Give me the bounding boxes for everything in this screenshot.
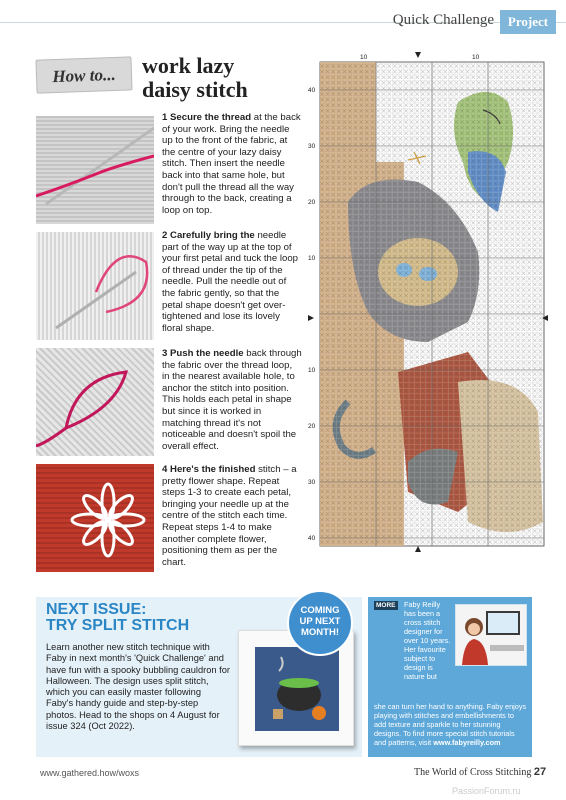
step-number: 2	[162, 230, 168, 241]
more-tag: MORE	[376, 602, 396, 609]
centre-arrow-left	[308, 315, 314, 321]
anchored-petal-icon	[36, 348, 154, 456]
step-photo-3	[36, 348, 154, 456]
chart-left-label: 20	[308, 423, 316, 430]
chart-top-label: 10	[360, 54, 368, 61]
cross-stitch-chart	[308, 52, 548, 552]
step-number: 4	[162, 464, 168, 475]
designer-photo	[455, 604, 527, 666]
petal-loop-icon	[36, 232, 154, 340]
page-number: 27	[533, 766, 547, 778]
chart-left-label: 40	[308, 535, 316, 542]
title-line-2: daisy stitch	[142, 77, 248, 102]
centre-arrow-bottom	[415, 546, 421, 552]
step-1	[162, 112, 302, 216]
step-lead: Push the needle	[170, 348, 244, 359]
project-tab[interactable]: Project	[500, 10, 556, 34]
step-text: needle part of the way up at the top of your first petal and tuck the loop of thread under the tip of the needle. Pull the needle out of the fabric gently, so that the petal shape doesn't get over-tightened and lose its lovely floral shape.	[162, 230, 298, 334]
badge-line: UP NEXT	[299, 616, 341, 627]
watermark: PassionForum.ru	[452, 786, 521, 796]
badge-line: MONTH!	[301, 627, 339, 638]
next-issue-heading-line-2: TRY SPLIT STITCH	[46, 617, 190, 634]
step-lead: Carefully bring the	[170, 230, 255, 241]
step-lead: Here's the finished	[170, 464, 256, 475]
step-text: at the back of your work. Bring the needle up to the front of the fabric, at the centre of your lazy daisy stitch. Then insert the needle back into that same hole, but don't pull the thread all the way through to the back, creating a loop on top.	[162, 112, 301, 216]
chart-left-label: 10	[308, 255, 316, 262]
step-photo-1	[36, 116, 154, 224]
next-issue-heading	[46, 602, 189, 634]
step-4	[162, 464, 302, 568]
step-photo-2	[36, 232, 154, 340]
step-text: back through the fabric over the thread loop, in the nearest available hole, to anchor the stitch into position. This holds each petal in shape but since it is worked in matching thread it's not noticeable and doesn't spoil the overall effect.	[162, 348, 302, 452]
chart-left-label: 30	[308, 143, 316, 150]
step-3	[162, 348, 302, 452]
magazine-name: The World of Cross Stitching	[414, 767, 532, 778]
step-lead: Secure the thread	[170, 112, 252, 123]
footer-magazine	[414, 766, 546, 778]
centre-arrow-top	[415, 52, 421, 58]
designer-avatar	[456, 605, 526, 665]
chart-left-label: 30	[308, 479, 316, 486]
step-2	[162, 230, 302, 334]
coming-up-badge	[287, 590, 353, 656]
designer-link[interactable]: www.fabyreilly.com	[433, 738, 501, 747]
needle-thread-icon	[36, 116, 154, 224]
bio-intro: Faby Reilly has been a cross stitch designer for over 10 years. Her favourite subject to design is nature but	[404, 600, 451, 681]
step-photo-4	[36, 464, 154, 572]
chart-left-label: 20	[308, 199, 316, 206]
title-line-1: work lazy	[142, 53, 235, 78]
cauldron-icon	[255, 647, 339, 731]
flower-icon	[36, 464, 154, 572]
next-issue-heading-line-1: NEXT ISSUE:	[46, 601, 147, 618]
next-issue-body: Learn another new stitch technique with Faby in next month's 'Quick Challenge' and have fun with a spooky bubbling cauldron for Halloween. The design uses split stitch, which you can easily master following Faby's handy guide and step-by-step photos. Head to the shops on 4 August for issue 324 (Oct 2022).	[46, 642, 230, 732]
page-title	[142, 54, 292, 102]
chart-top-label: 10	[472, 54, 480, 61]
step-text: stitch – a pretty flower shape. Repeat steps 1-3 to create each petal, bringing your needle up at the centre of the stitch each time. Repeat steps 1-4 to make another complete flower, positioning them as per the chart.	[162, 464, 297, 568]
bio-rest: she can turn her hand to anything. Faby enjoys playing with stitches and embellishments to add texture and sparkle to her stunning designs. To find more special stitch tutorials and patterns, visit	[374, 702, 527, 747]
section-title: Quick Challenge	[392, 12, 494, 28]
footer-url[interactable]: www.gathered.how/woxs	[40, 768, 140, 778]
bio-text	[374, 702, 528, 747]
framed-stitching	[255, 647, 339, 731]
step-number: 3	[162, 348, 168, 359]
badge-line: COMING	[300, 605, 340, 616]
chart-left-label: 10	[308, 367, 316, 374]
step-number: 1	[162, 112, 168, 123]
how-to-label: How to...	[35, 56, 132, 93]
chart-left-label: 40	[308, 87, 316, 94]
